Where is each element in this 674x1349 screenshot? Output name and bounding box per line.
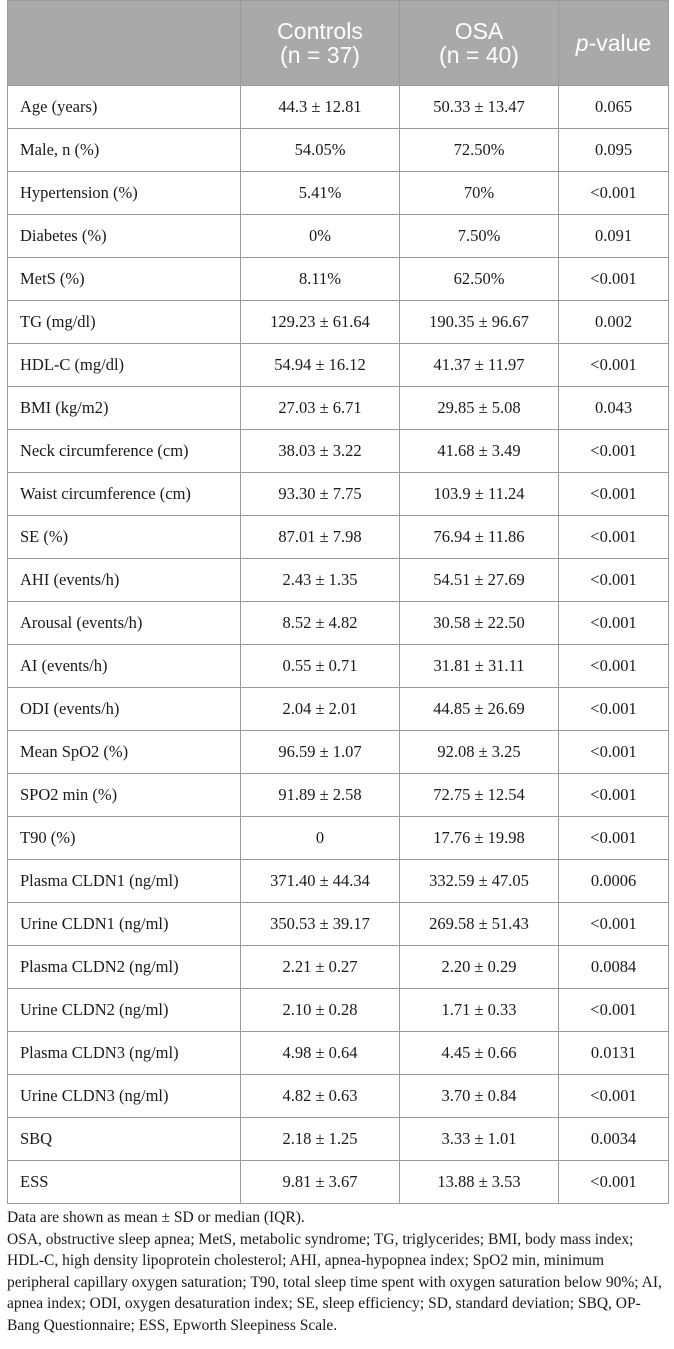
row-label: Diabetes (%): [8, 215, 241, 258]
table-header: [8, 1, 669, 86]
footnote-line-2: OSA, obstructive sleep apnea; MetS, metabolic syndrome; TG, triglycerides; BMI, body mass index; HDL-C, high density lipoprotein cholesterol; AHI, apnea-hypopnea index; SpO2 min, minimum peripheral capillary oxygen saturation; T90, total sleep time spent with oxygen saturation below 90%; AI, apnea index; ODI, oxygen desaturation index; SE, sleep efficiency; SD, standard deviation; SBQ, OP-Bang Questionnaire; ESS, Epworth Sleepiness Scale.: [7, 1230, 662, 1334]
row-label: Arousal (events/h): [8, 602, 241, 645]
row-osa-value: 190.35 ± 96.67: [400, 301, 559, 344]
table-row: [8, 860, 669, 903]
row-osa-value: 54.51 ± 27.69: [400, 559, 559, 602]
row-label: ESS: [8, 1161, 241, 1204]
row-osa-value: 2.20 ± 0.29: [400, 946, 559, 989]
row-p-value: 0.002: [559, 301, 669, 344]
row-label: Plasma CLDN3 (ng/ml): [8, 1032, 241, 1075]
table-row: [8, 215, 669, 258]
row-controls-value: 0%: [241, 215, 400, 258]
row-osa-value: 50.33 ± 13.47: [400, 86, 559, 129]
row-p-value: <0.001: [559, 258, 669, 301]
row-p-value: <0.001: [559, 1161, 669, 1204]
row-label: T90 (%): [8, 817, 241, 860]
row-osa-value: 44.85 ± 26.69: [400, 688, 559, 731]
row-label: SPO2 min (%): [8, 774, 241, 817]
row-osa-value: 30.58 ± 22.50: [400, 602, 559, 645]
table-row: [8, 430, 669, 473]
row-p-value: <0.001: [559, 516, 669, 559]
table-row: [8, 301, 669, 344]
row-label: Urine CLDN2 (ng/ml): [8, 989, 241, 1032]
row-controls-value: 27.03 ± 6.71: [241, 387, 400, 430]
row-p-value: <0.001: [559, 473, 669, 516]
row-osa-value: 70%: [400, 172, 559, 215]
table-row: [8, 559, 669, 602]
row-p-value: <0.001: [559, 774, 669, 817]
table-row: [8, 602, 669, 645]
row-osa-value: 103.9 ± 11.24: [400, 473, 559, 516]
table-row: [8, 1075, 669, 1118]
table-row: [8, 688, 669, 731]
row-p-value: 0.0084: [559, 946, 669, 989]
table-row: [8, 387, 669, 430]
row-osa-value: 332.59 ± 47.05: [400, 860, 559, 903]
row-label: TG (mg/dl): [8, 301, 241, 344]
row-p-value: 0.091: [559, 215, 669, 258]
table-row: [8, 86, 669, 129]
row-p-value: <0.001: [559, 172, 669, 215]
row-label: Male, n (%): [8, 129, 241, 172]
row-controls-value: 350.53 ± 39.17: [241, 903, 400, 946]
row-controls-value: 44.3 ± 12.81: [241, 86, 400, 129]
row-controls-value: 2.43 ± 1.35: [241, 559, 400, 602]
table-row: [8, 1118, 669, 1161]
row-p-value: 0.0131: [559, 1032, 669, 1075]
row-label: Mean SpO2 (%): [8, 731, 241, 774]
table-footnotes: [7, 1207, 668, 1336]
row-p-value: <0.001: [559, 903, 669, 946]
header-controls: [241, 1, 400, 86]
header-osa: [400, 1, 559, 86]
table-row: [8, 1032, 669, 1075]
table-row: [8, 1161, 669, 1204]
row-label: SBQ: [8, 1118, 241, 1161]
row-label: BMI (kg/m2): [8, 387, 241, 430]
header-pvalue: [559, 1, 669, 86]
row-controls-value: 93.30 ± 7.75: [241, 473, 400, 516]
row-controls-value: 0: [241, 817, 400, 860]
row-controls-value: 2.10 ± 0.28: [241, 989, 400, 1032]
row-p-value: <0.001: [559, 688, 669, 731]
row-p-value: <0.001: [559, 989, 669, 1032]
row-label: Age (years): [8, 86, 241, 129]
row-controls-value: 91.89 ± 2.58: [241, 774, 400, 817]
row-label: Hypertension (%): [8, 172, 241, 215]
row-p-value: <0.001: [559, 602, 669, 645]
row-osa-value: 269.58 ± 51.43: [400, 903, 559, 946]
table-row: [8, 903, 669, 946]
row-osa-value: 7.50%: [400, 215, 559, 258]
row-osa-value: 72.75 ± 12.54: [400, 774, 559, 817]
row-label: MetS (%): [8, 258, 241, 301]
row-label: Neck circumference (cm): [8, 430, 241, 473]
row-label: HDL-C (mg/dl): [8, 344, 241, 387]
row-label: Waist circumference (cm): [8, 473, 241, 516]
row-p-value: 0.043: [559, 387, 669, 430]
row-osa-value: 1.71 ± 0.33: [400, 989, 559, 1032]
row-osa-value: 41.37 ± 11.97: [400, 344, 559, 387]
table-row: [8, 344, 669, 387]
header-row: [8, 1, 669, 86]
row-controls-value: 2.04 ± 2.01: [241, 688, 400, 731]
row-osa-value: 29.85 ± 5.08: [400, 387, 559, 430]
footnote-line-1: Data are shown as mean ± SD or median (IQR).: [7, 1209, 305, 1226]
row-controls-value: 2.21 ± 0.27: [241, 946, 400, 989]
table-row: [8, 817, 669, 860]
row-controls-value: 87.01 ± 7.98: [241, 516, 400, 559]
row-osa-value: 76.94 ± 11.86: [400, 516, 559, 559]
row-controls-value: 8.52 ± 4.82: [241, 602, 400, 645]
row-osa-value: 72.50%: [400, 129, 559, 172]
row-p-value: <0.001: [559, 430, 669, 473]
row-label: SE (%): [8, 516, 241, 559]
header-controls-name: Controls: [277, 18, 363, 44]
row-p-value: 0.095: [559, 129, 669, 172]
row-p-value: <0.001: [559, 559, 669, 602]
header-pvalue-rest: -value: [588, 30, 652, 56]
row-osa-value: 3.70 ± 0.84: [400, 1075, 559, 1118]
row-controls-value: 5.41%: [241, 172, 400, 215]
row-label: Urine CLDN1 (ng/ml): [8, 903, 241, 946]
row-p-value: <0.001: [559, 344, 669, 387]
row-osa-value: 4.45 ± 0.66: [400, 1032, 559, 1075]
row-controls-value: 0.55 ± 0.71: [241, 645, 400, 688]
row-controls-value: 4.82 ± 0.63: [241, 1075, 400, 1118]
row-p-value: 0.065: [559, 86, 669, 129]
row-controls-value: 129.23 ± 61.64: [241, 301, 400, 344]
row-osa-value: 41.68 ± 3.49: [400, 430, 559, 473]
row-osa-value: 3.33 ± 1.01: [400, 1118, 559, 1161]
header-osa-count: (n = 40): [439, 42, 519, 68]
table-row: [8, 989, 669, 1032]
row-p-value: <0.001: [559, 1075, 669, 1118]
row-osa-value: 31.81 ± 31.11: [400, 645, 559, 688]
row-osa-value: 13.88 ± 3.53: [400, 1161, 559, 1204]
header-pvalue-p: p: [575, 30, 589, 56]
table-row: [8, 172, 669, 215]
row-controls-value: 4.98 ± 0.64: [241, 1032, 400, 1075]
table-row: [8, 258, 669, 301]
row-controls-value: 2.18 ± 1.25: [241, 1118, 400, 1161]
row-label: Urine CLDN3 (ng/ml): [8, 1075, 241, 1118]
header-blank-cell: [8, 1, 241, 86]
table-body: [8, 86, 669, 1204]
data-table: [7, 0, 669, 1204]
table-row: [8, 645, 669, 688]
row-controls-value: 371.40 ± 44.34: [241, 860, 400, 903]
row-controls-value: 9.81 ± 3.67: [241, 1161, 400, 1204]
row-osa-value: 92.08 ± 3.25: [400, 731, 559, 774]
row-osa-value: 62.50%: [400, 258, 559, 301]
row-controls-value: 38.03 ± 3.22: [241, 430, 400, 473]
table-row: [8, 774, 669, 817]
row-p-value: 0.0006: [559, 860, 669, 903]
table-row: [8, 731, 669, 774]
row-label: ODI (events/h): [8, 688, 241, 731]
row-p-value: <0.001: [559, 731, 669, 774]
row-label: Plasma CLDN1 (ng/ml): [8, 860, 241, 903]
row-controls-value: 8.11%: [241, 258, 400, 301]
row-label: AHI (events/h): [8, 559, 241, 602]
table-row: [8, 129, 669, 172]
row-p-value: <0.001: [559, 817, 669, 860]
table-row: [8, 946, 669, 989]
row-controls-value: 54.05%: [241, 129, 400, 172]
header-osa-name: OSA: [454, 18, 504, 44]
row-controls-value: 96.59 ± 1.07: [241, 731, 400, 774]
row-osa-value: 17.76 ± 19.98: [400, 817, 559, 860]
row-label: AI (events/h): [8, 645, 241, 688]
table-row: [8, 516, 669, 559]
header-controls-count: (n = 37): [280, 42, 360, 68]
row-p-value: <0.001: [559, 645, 669, 688]
row-label: Plasma CLDN2 (ng/ml): [8, 946, 241, 989]
table-row: [8, 473, 669, 516]
row-p-value: 0.0034: [559, 1118, 669, 1161]
row-controls-value: 54.94 ± 16.12: [241, 344, 400, 387]
